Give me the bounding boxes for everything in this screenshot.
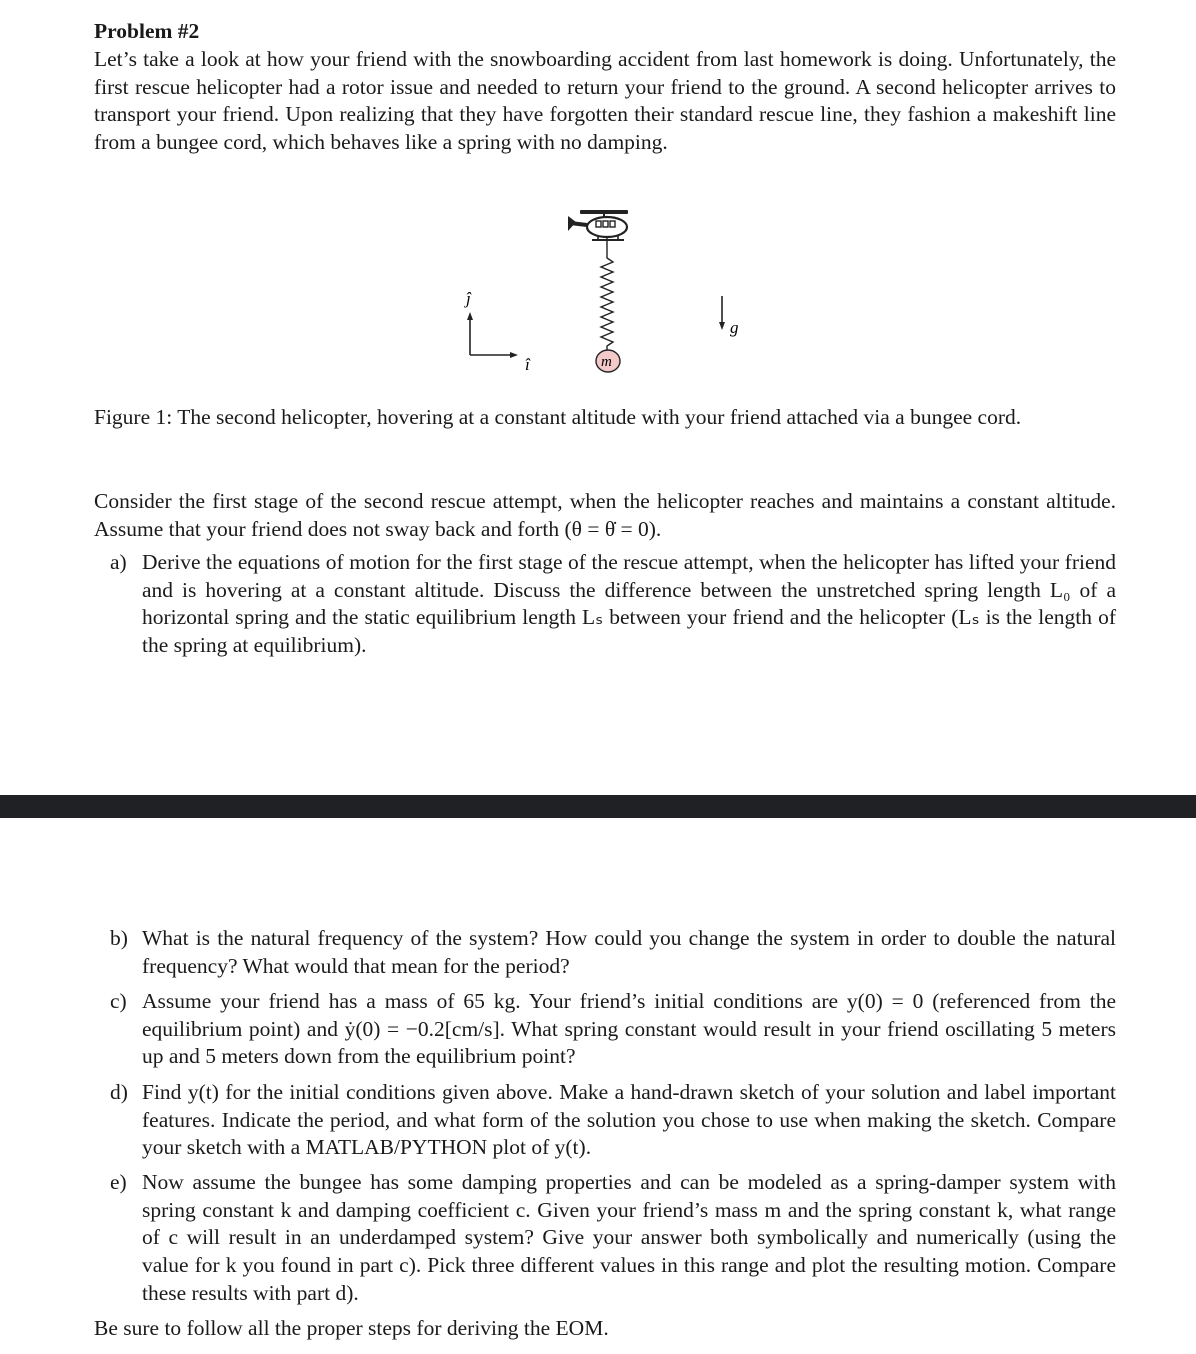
closing-note: Be sure to follow all the proper steps for deriving the EOM. [94, 1316, 609, 1340]
j-hat-label: ĵ [466, 289, 471, 308]
question-b [110, 925, 1116, 980]
question-label: e) [110, 1170, 127, 1194]
question-label: a) [110, 550, 127, 574]
bungee-spring [601, 238, 613, 350]
mass-label: m [601, 354, 612, 370]
intro-paragraph: Let’s take a look at how your friend with the snowboarding accident from last homework is doing. Unfortunately, the first rescue helicopter had a rotor issue and needed to return your friend to the ground. A second helicopter arrives to transport your friend. Upon realizing that they have forgotten their standard rescue line, they fashion a makeshift line from a bungee cord, which behaves like a spring with no damping. [94, 47, 1116, 155]
question-e [110, 1169, 1116, 1308]
gravity-arrow-icon [719, 296, 725, 330]
axes-icon [467, 312, 518, 358]
consider-paragraph: Consider the first stage of the second rescue attempt, when the helicopter reaches and maintains a constant altitude. Assume that your friend does not sway back and forth (θ = θ̇ = 0). [94, 489, 1116, 541]
problem-heading: Problem #2 [94, 19, 200, 43]
question-text: Find y(t) for the initial conditions given above. Make a hand-drawn sketch of your solution and label important features. Indicate the period, and what form of the solution you chose to use when making the sketch. Compare your sketch with a MATLAB/PYTHON plot of y(t). [142, 1080, 1116, 1160]
question-label: b) [110, 926, 128, 950]
helicopter-icon [568, 210, 628, 240]
question-c [110, 988, 1116, 1071]
question-d [110, 1079, 1116, 1162]
figure-1-diagram [440, 200, 780, 390]
question-a [110, 549, 1116, 660]
question-label: d) [110, 1080, 128, 1104]
question-text: Assume your friend has a mass of 65 kg. Your friend’s initial conditions are y(0) = 0 (referenced from the equilibrium point) and ẏ(0) = −0.2[cm/s]. What spring constant would result in your friend oscillating 5 meters up and 5 meters down from the equilibrium point? [142, 989, 1116, 1069]
question-label: c) [110, 989, 127, 1013]
question-text: What is the natural frequency of the system? How could you change the system in order to double the natural frequency? What would that mean for the period? [142, 926, 1116, 978]
figure-caption: Figure 1: The second helicopter, hovering at a constant altitude with your friend attached via a bungee cord. [94, 405, 1022, 429]
i-hat-label: î [525, 355, 530, 374]
question-text: Derive the equations of motion for the first stage of the rescue attempt, when the helicopter has lifted your friend and is hovering at a constant altitude. Discuss the difference between the unstretched spring length L₀ of a horizontal spring and the static equilibrium length Lₛ between your friend and the helicopter (Lₛ is the length of the spring at equilibrium). [142, 550, 1116, 658]
gravity-label: g [730, 318, 739, 337]
question-text: Now assume the bungee has some damping properties and can be modeled as a spring-damper system with spring constant k and damping coefficient c. Given your friend’s mass m and the spring constant k, what range of c will result in an underdamped system? Give your answer both symbolically and numerically (using the value for k you found in part c). Pick three different values in this range and plot the resulting motion. Compare these results with part d). [142, 1170, 1116, 1305]
page-divider [0, 795, 1196, 818]
